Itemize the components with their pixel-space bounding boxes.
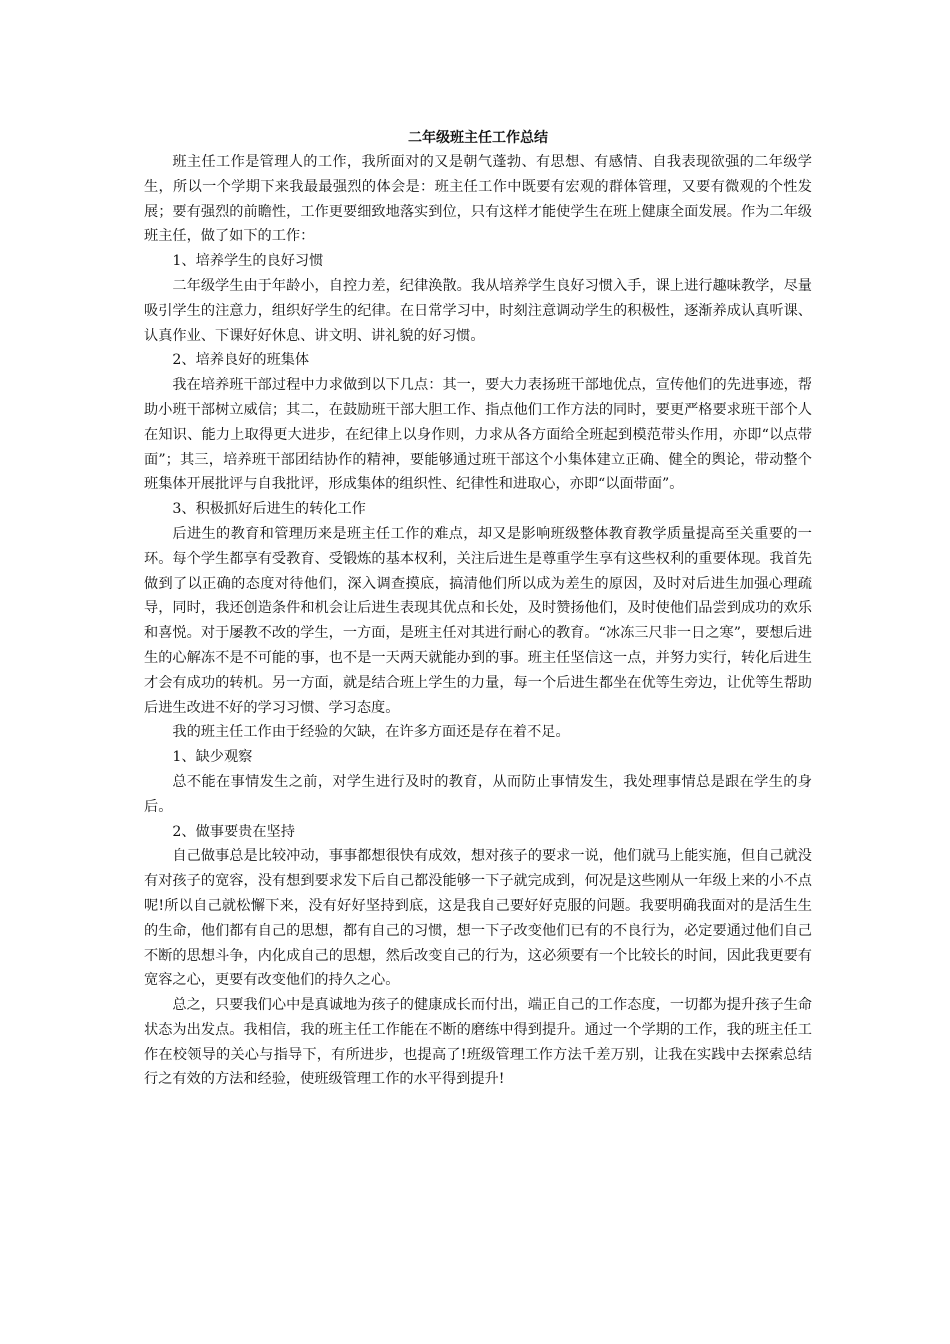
shortcoming-heading-2: 2、做事要贵在坚持	[172, 823, 295, 840]
document-title: 二年级班主任工作总结	[408, 130, 548, 146]
shortcoming-paragraph-1: 总不能在事情发生之前，对学生进行及时的教育，从而防止事情发生，我处理事情总是跟在学生的身后。	[144, 773, 812, 815]
shortcoming-paragraph-2: 自己做事总是比较冲动，事事都想很快有成效，想对孩子的要求一说，他们就马上能实施，但自己就没有对孩子的宽容，没有想到要求发下后自己都没能够一下子就完成到，何况是这些刚从一年级上来的小不点呢!所以自己就松懈下来，没有好好坚持到底，这是我自己要好好克服的问题。我要明确我面对的是活生生的生命，他们都有自己的思想，都有自己的习惯，想一下子改变他们已有的不良行为，必定要通过他们自己不断的思想斗争，内化成自己的思想，然后改变自己的行为，这必须要有一个比较长的时间，因此我更要有宽容之心，更要有改变他们的持久之心。	[144, 848, 812, 989]
section-heading-3: 3、积极抓好后进生的转化工作	[172, 501, 366, 518]
conclusion-paragraph: 总之，只要我们心中是真诚地为孩子的健康成长而付出，端正自己的工作态度，一切都为提升孩子生命状态为出发点。我相信，我的班主任工作能在不断的磨练中得到提升。通过一个学期的工作，我的班主任工作在校领导的关心与指导下，有所进步，也提高了!班级管理工作方法千差万别，让我在实践中去探索总结行之有效的方法和经验，使班级管理工作的水平得到提升!	[144, 997, 812, 1088]
section-heading-2: 2、培养良好的班集体	[172, 352, 310, 369]
section-paragraph-1: 二年级学生由于年龄小，自控力差，纪律涣散。我从培养学生良好习惯入手，课上进行趣味教学，尽量吸引学生的注意力，组织好学生的纪律。在日常学习中，时刻注意调动学生的积极性，逐渐养成认真听课、认真作业、下课好好休息、讲文明、讲礼貌的好习惯。	[144, 277, 812, 344]
section-paragraph-2: 我在培养班干部过程中力求做到以下几点：其一，要大力表扬班干部地优点，宣传他们的先进事迹，帮助小班干部树立威信；其二，在鼓励班干部大胆工作、指点他们工作方法的同时，要更严格要求班干部个人在知识、能力上取得更大进步，在纪律上以身作则，力求从各方面给全班起到模范带头作用，亦即“以点带面”；其三，培养班干部团结协作的精神，要能够通过班干部这个小集体建立正确、健全的舆论，带动整个班集体开展批评与自我批评，形成集体的组织性、纪律性和进取心，亦即“以面带面”。	[144, 377, 812, 493]
section-paragraph-3: 后进生的教育和管理历来是班主任工作的难点，却又是影响班级整体教育教学质量提高至关重要的一环。每个学生都享有受教育、受锻炼的基本权利，关注后进生是尊重学生享有这些权利的重要体现。我首先做到了以正确的态度对待他们，深入调查摸底，搞清他们所以成为差生的原因，及时对后进生加强心理疏导，同时，我还创造条件和机会让后进生表现其优点和长处，及时赞扬他们，及时使他们品尝到成功的欢乐和喜悦。对于屡教不改的学生，一方面，是班主任对其进行耐心的教育。“冰冻三尺非一日之寒”，要想后进生的心解冻不是不可能的事，也不是一天两天就能办到的事。班主任坚信这一点，并努力实行，转化后进生才会有成功的转机。另一方面，就是结合班上学生的力量，每一个后进生都坐在优等生旁边，让优等生帮助后进生改进不好的学习习惯、学习态度。	[144, 525, 812, 716]
document-page	[144, 126, 812, 1092]
intro-paragraph: 班主任工作是管理人的工作，我所面对的又是朝气蓬勃、有思想、有感情、自我表现欲强的二年级学生，所以一个学期下来我最最强烈的体会是：班主任工作中既要有宏观的群体管理，又要有微观的个性发展；要有强烈的前瞻性，工作更要细致地落实到位，只有这样才能使学生在班上健康全面发展。作为二年级班主任，做了如下的工作：	[144, 154, 812, 245]
section-heading-1: 1、培养学生的良好习惯	[172, 253, 324, 270]
shortcoming-heading-1: 1、缺少观察	[172, 749, 253, 766]
shortcomings-intro: 我的班主任工作由于经验的欠缺，在许多方面还是存在着不足。	[172, 724, 570, 741]
